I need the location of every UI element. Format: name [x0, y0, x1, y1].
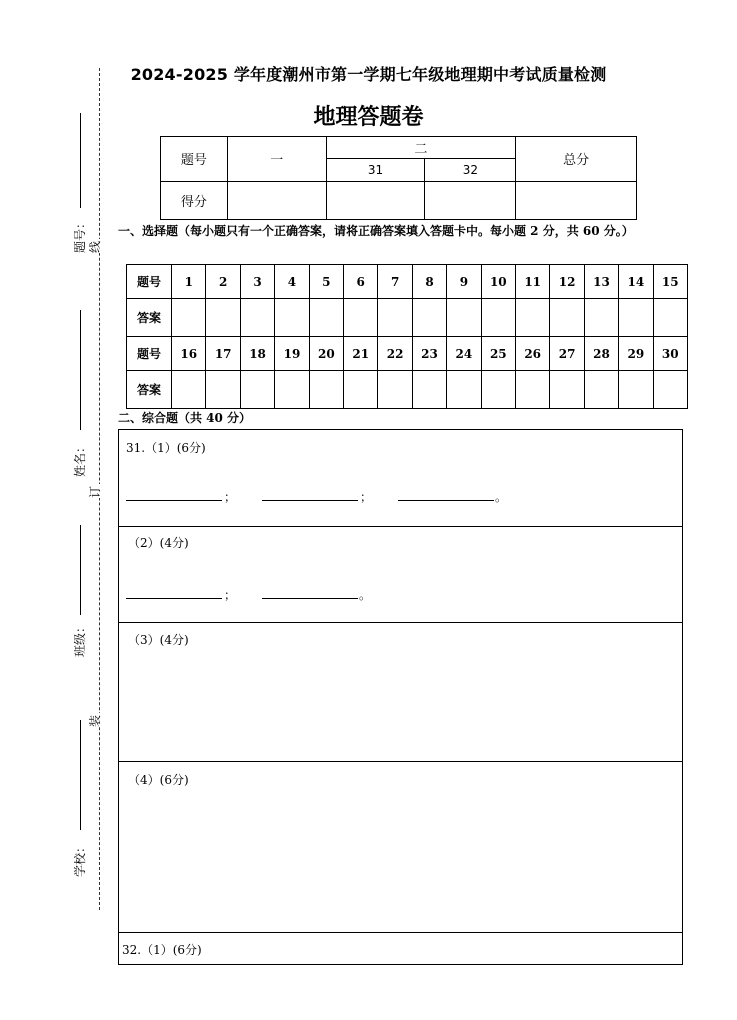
answer-cell[interactable] — [515, 371, 549, 409]
answer-cell[interactable] — [275, 371, 309, 409]
question-number: 10 — [481, 265, 515, 299]
table-label-answer: 答案 — [127, 299, 172, 337]
question-number: 28 — [584, 337, 618, 371]
answer-cell[interactable] — [206, 299, 240, 337]
question-number: 22 — [378, 337, 412, 371]
question-number: 21 — [344, 337, 378, 371]
answer-cell[interactable] — [344, 371, 378, 409]
class-label: 班级： — [73, 621, 87, 658]
question-label-31-2: （2）(4分) — [128, 536, 189, 550]
exam-no-label: 题号： — [73, 217, 87, 254]
question-number: 20 — [309, 337, 343, 371]
question-label-31-3: （3）(4分) — [128, 633, 189, 647]
question-number: 24 — [447, 337, 481, 371]
answer-cell[interactable] — [584, 299, 618, 337]
score-table — [160, 136, 637, 220]
answer-cell[interactable] — [447, 371, 481, 409]
question-number: 4 — [275, 265, 309, 299]
school-line — [80, 720, 81, 830]
answer-cell[interactable] — [481, 299, 515, 337]
question-number: 29 — [619, 337, 653, 371]
answer-cell[interactable] — [550, 299, 584, 337]
answer-cell[interactable] — [619, 299, 653, 337]
question-number: 12 — [550, 265, 584, 299]
score-header-total: 总分 — [516, 137, 637, 182]
answer-cell[interactable] — [619, 371, 653, 409]
question-number: 3 — [240, 265, 274, 299]
answer-blank[interactable] — [126, 500, 222, 501]
question-number: 15 — [653, 265, 687, 299]
section1-heading: 一、选择题（每小题只有一个正确答案，请将正确答案填入答题卡中。每小题 2 分，共 60 分。） — [118, 224, 634, 238]
answer-cell[interactable] — [275, 299, 309, 337]
question-number: 23 — [412, 337, 446, 371]
answer-cell[interactable] — [378, 299, 412, 337]
answer-box-q31-1 — [118, 429, 683, 527]
answer-cell[interactable] — [309, 299, 343, 337]
table-label-answer: 答案 — [127, 371, 172, 409]
question-number: 8 — [412, 265, 446, 299]
semicolon: ； — [224, 588, 237, 602]
table-label-qno: 题号 — [127, 265, 172, 299]
answer-box-q31-3[interactable] — [118, 622, 683, 762]
score-cell-q32[interactable] — [425, 181, 516, 219]
answer-box-q31-4[interactable] — [118, 761, 683, 933]
answer-cell[interactable] — [172, 371, 206, 409]
binding-mark-xian: 线 — [88, 240, 102, 253]
choice-answer-table — [126, 264, 688, 409]
answer-cell[interactable] — [584, 371, 618, 409]
question-number: 5 — [309, 265, 343, 299]
binding-mark-zhuang: 装 — [88, 714, 102, 727]
binding-mark-ding: 订 — [88, 485, 102, 498]
score-cell-part1[interactable] — [227, 181, 326, 219]
answer-cell[interactable] — [344, 299, 378, 337]
question-number: 30 — [653, 337, 687, 371]
question-number: 17 — [206, 337, 240, 371]
answer-cell[interactable] — [550, 371, 584, 409]
semicolon: ； — [224, 490, 237, 504]
score-cell-total[interactable] — [516, 181, 637, 219]
answer-blank[interactable] — [126, 598, 222, 599]
question-label-31-4: （4）(6分) — [128, 773, 189, 787]
answer-sheet-title: 地理答题卷 — [313, 105, 424, 130]
answer-cell[interactable] — [378, 371, 412, 409]
question-number: 13 — [584, 265, 618, 299]
answer-box-q32-1[interactable] — [118, 932, 683, 965]
answer-cell[interactable] — [240, 371, 274, 409]
answer-blank[interactable] — [262, 598, 358, 599]
question-number: 16 — [172, 337, 206, 371]
answer-cell[interactable] — [412, 371, 446, 409]
answer-cell[interactable] — [653, 371, 687, 409]
class-line — [80, 525, 81, 615]
answer-cell[interactable] — [240, 299, 274, 337]
score-row-label: 得分 — [161, 181, 228, 219]
question-label-32-1: 32.（1）(6分) — [122, 943, 202, 957]
answer-blank[interactable] — [262, 500, 358, 501]
question-number: 9 — [447, 265, 481, 299]
answer-cell[interactable] — [206, 371, 240, 409]
score-header-part2: 二 — [326, 137, 516, 159]
answer-cell[interactable] — [481, 371, 515, 409]
answer-cell[interactable] — [653, 299, 687, 337]
question-number: 7 — [378, 265, 412, 299]
semicolon: ； — [360, 490, 373, 504]
answer-cell[interactable] — [515, 299, 549, 337]
answer-cell[interactable] — [172, 299, 206, 337]
question-number: 2 — [206, 265, 240, 299]
score-header-q31: 31 — [326, 159, 425, 181]
answer-cell[interactable] — [412, 299, 446, 337]
score-cell-q31[interactable] — [326, 181, 425, 219]
question-number: 11 — [515, 265, 549, 299]
period: 。 — [359, 588, 372, 602]
question-number: 1 — [172, 265, 206, 299]
question-number: 18 — [240, 337, 274, 371]
answer-cell[interactable] — [309, 371, 343, 409]
table-label-qno: 题号 — [127, 337, 172, 371]
question-number: 25 — [481, 337, 515, 371]
question-number: 27 — [550, 337, 584, 371]
question-number: 26 — [515, 337, 549, 371]
question-number: 6 — [344, 265, 378, 299]
period: 。 — [495, 490, 508, 504]
score-header-q32: 32 — [425, 159, 516, 181]
name-line — [80, 310, 81, 430]
question-label-31-1: 31.（1）(6分) — [126, 441, 206, 455]
question-number: 14 — [619, 265, 653, 299]
answer-blank[interactable] — [398, 500, 494, 501]
score-header-part1: 一 — [227, 137, 326, 182]
exam-title: 2024-2025 学年度潮州市第一学期七年级地理期中考试质量检测 — [130, 65, 607, 84]
name-label: 姓名： — [73, 441, 87, 478]
score-header-qno: 题号 — [161, 137, 228, 182]
school-label: 学校： — [73, 841, 87, 878]
section2-heading: 二、综合题（共 40 分） — [118, 411, 252, 425]
answer-cell[interactable] — [447, 299, 481, 337]
question-number: 19 — [275, 337, 309, 371]
answer-box-q31-2 — [118, 526, 683, 623]
